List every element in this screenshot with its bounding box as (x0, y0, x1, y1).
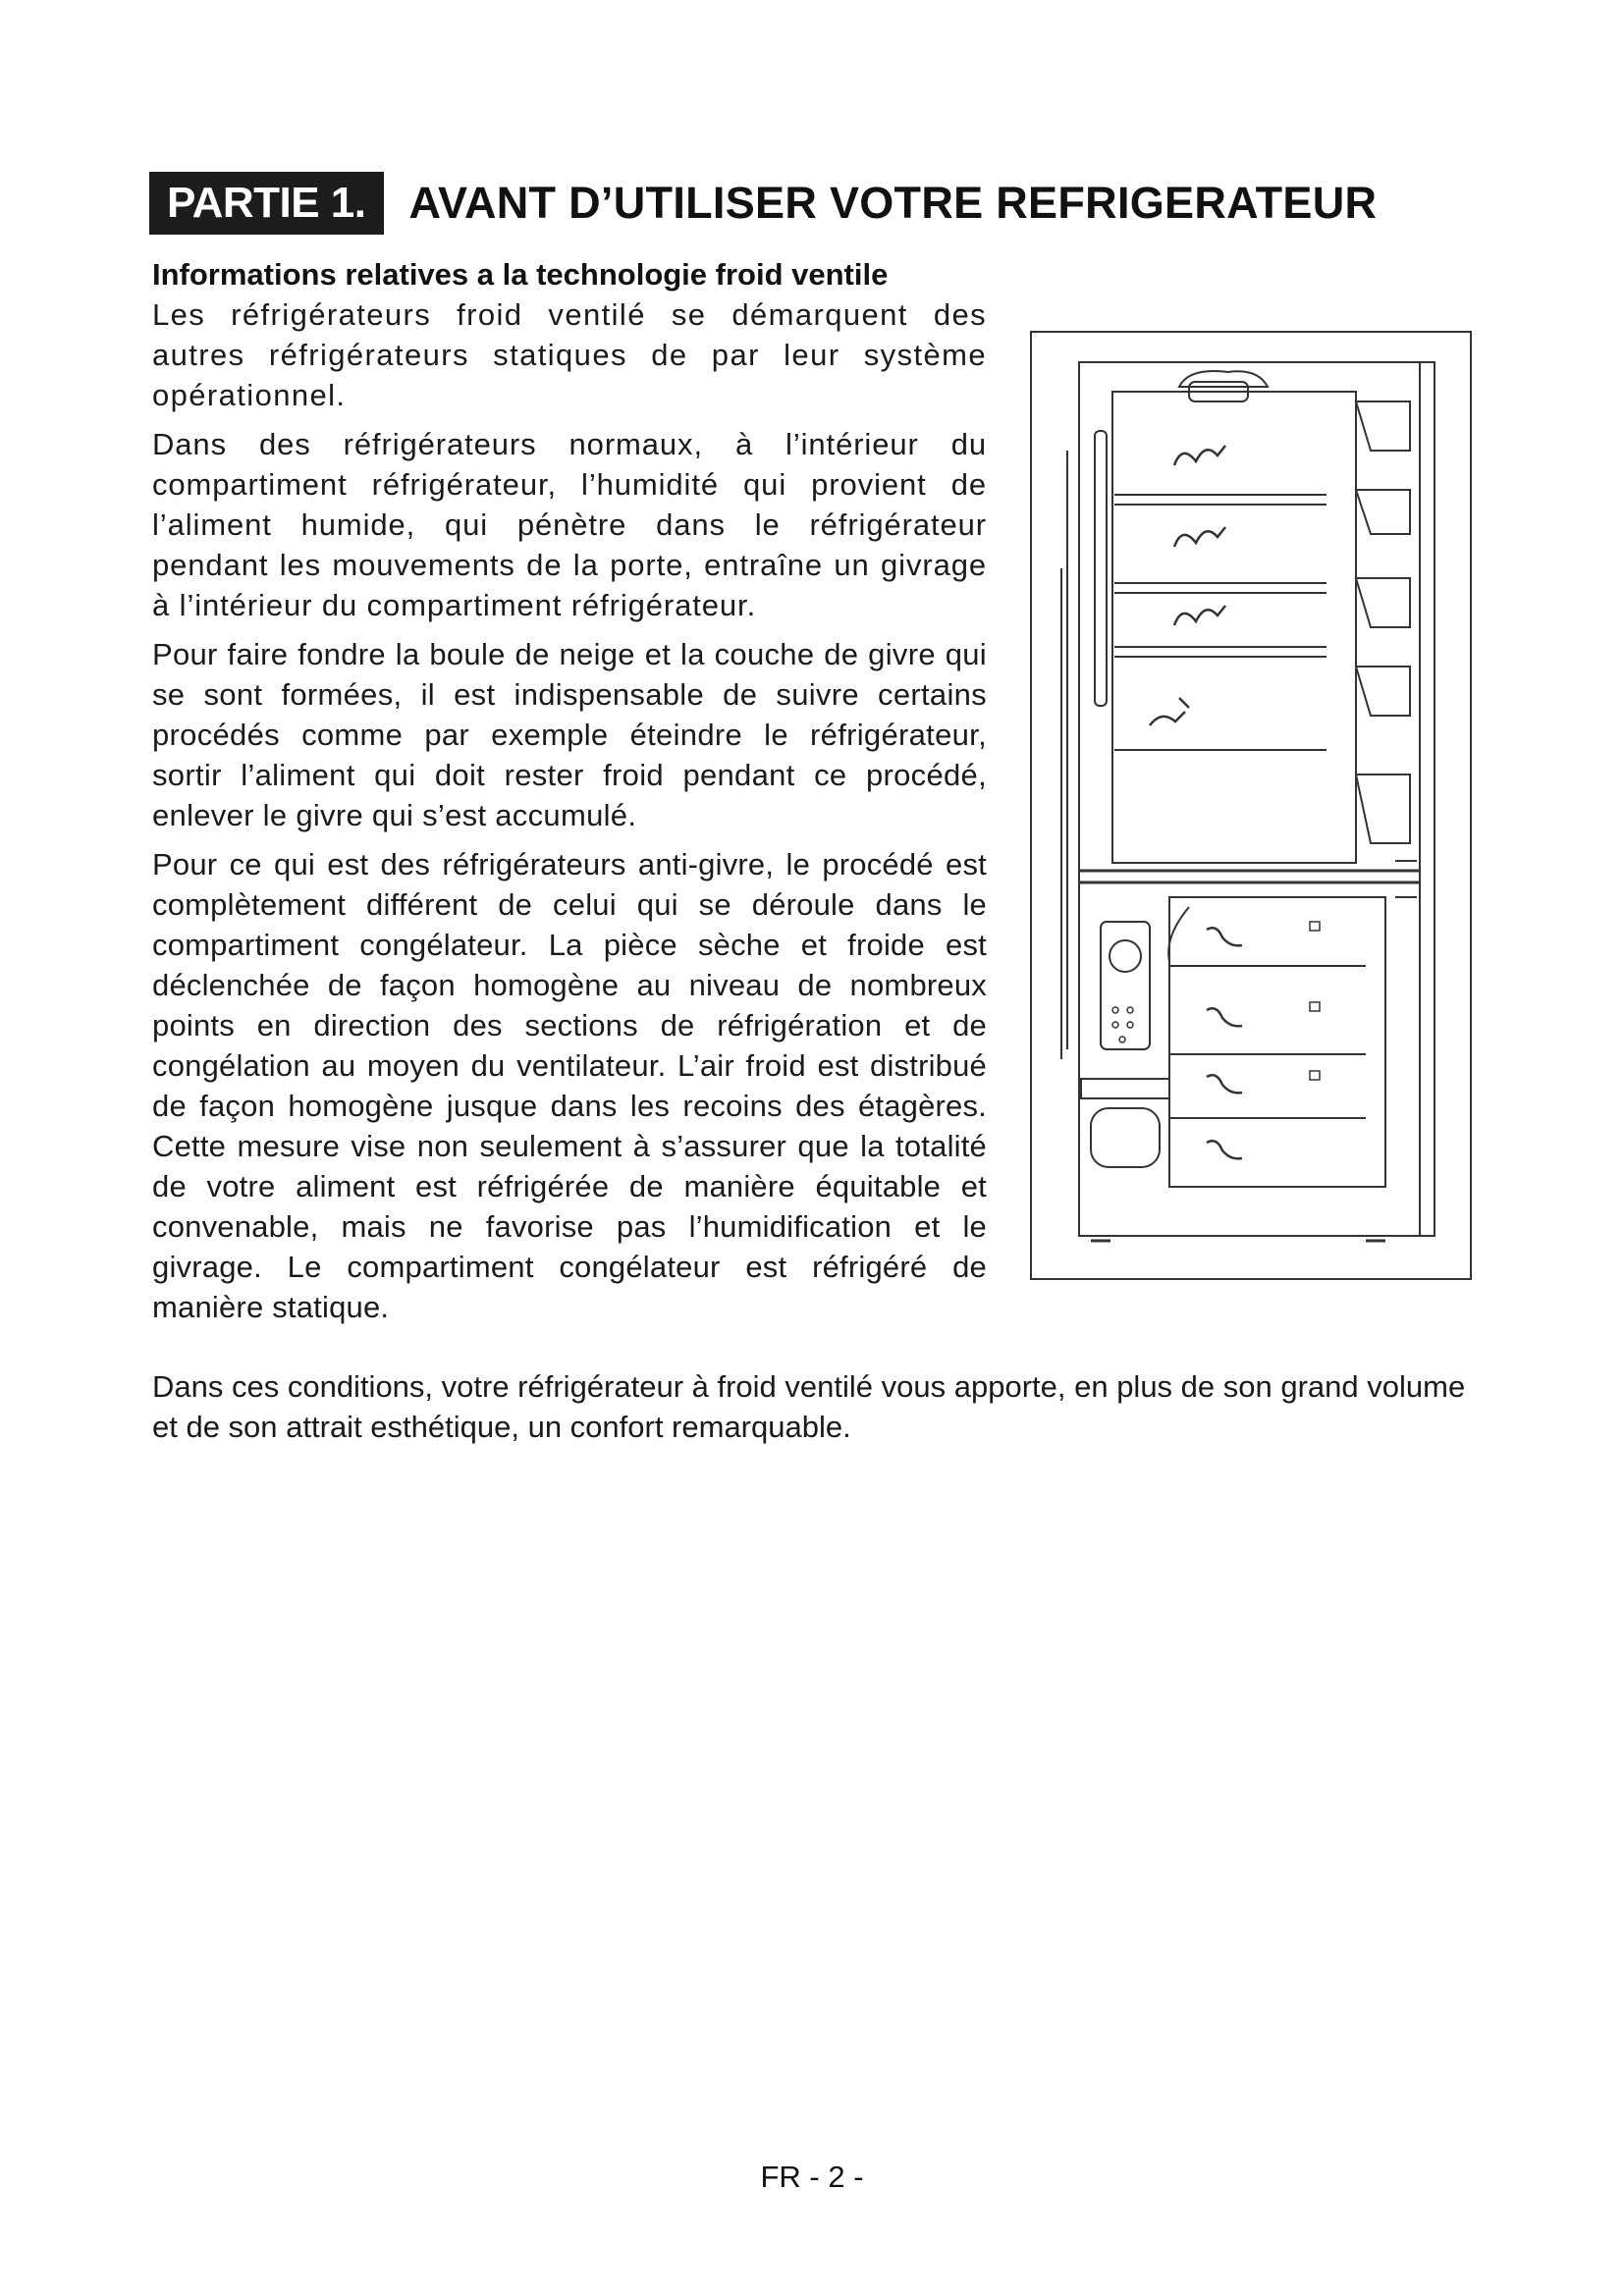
section-subtitle: Informations relatives a la technologie froid ventile (152, 257, 889, 292)
page-number: FR - 2 - (760, 2160, 864, 2194)
page-title: AVANT D’UTILISER VOTRE REFRIGERATEUR (408, 178, 1378, 228)
refrigerator-airflow-diagram-icon (1030, 331, 1472, 1280)
closing-text (152, 1366, 1488, 1447)
paragraph-3: Pour faire fondre la boule de neige et la couche de givre qui se sont formées, il est indispensable de suivre certains procédés comme par exemple éteindre le réfrigérateur, sortir l’aliment qui doit rester froid pendant ce procédé, enlever le givre qui s’est accumulé. (152, 637, 987, 832)
section-header (149, 173, 1377, 234)
paragraph-4: Pour ce qui est des réfrigérateurs anti-givre, le procédé est complètement différent de celui qui se déroule dans le compartiment congélateur. La pièce sèche et froide est déclenchée de façon homogène au niveau de nombreux points en direction des sections de réfrigération et de congélation au moyen du ventilateur. L’air froid est distribué de façon homogène jusque dans les recoins des étagères. Cette mesure vise non seulement à s’assurer que la totalité de votre aliment est réfrigérée de manière équitable et convenable, mais ne favorise pas l’humidification et le givrage. Le compartiment congélateur est réfrigéré de manière statique. (152, 847, 987, 1324)
body-text-column (152, 294, 987, 1336)
paragraph-2: Dans des réfrigérateurs normaux, à l’intérieur du compartiment réfrigérateur, l’humidité qui provient de l’aliment humide, qui pénètre dans le réfrigérateur pendant les mouvements de la porte, entraîne un givrage à l’intérieur du compartiment réfrigérateur. (152, 427, 987, 622)
closing-paragraph: Dans ces conditions, votre réfrigérateur à froid ventilé vous apporte, en plus de son grand volume et de son attrait esthétique, un confort remarquable. (152, 1369, 1466, 1444)
part-label: PARTIE 1. (149, 172, 384, 235)
paragraph-1: Les réfrigérateurs froid ventilé se démarquent des autres réfrigérateurs statiques de par leur système opérationnel. (152, 297, 987, 412)
